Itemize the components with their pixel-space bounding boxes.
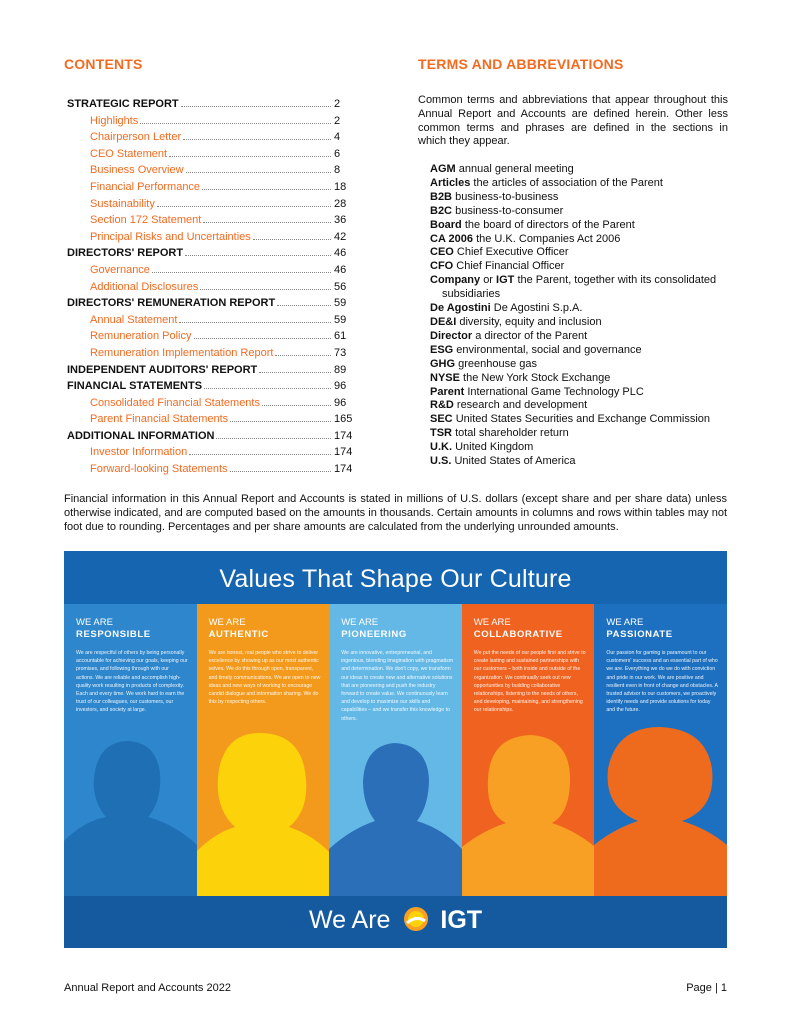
toc-item[interactable] <box>67 411 353 428</box>
toc-item[interactable] <box>67 146 350 163</box>
toc-item-page: 28 <box>334 197 347 210</box>
toc-item-page: 174 <box>334 429 353 442</box>
toc-item[interactable] <box>67 196 350 213</box>
value-we-are: WE ARE <box>473 617 511 628</box>
toc-item[interactable] <box>67 96 350 113</box>
term-item <box>430 441 730 455</box>
term-definition: the U.K. Companies Act 2006 <box>476 232 621 245</box>
toc-item-page: 18 <box>334 180 347 193</box>
term-connector: or <box>483 274 493 287</box>
term-abbreviation: AGM <box>430 163 456 175</box>
person-silhouette-icon <box>462 721 595 896</box>
term-definition: United Kingdom <box>455 441 534 454</box>
toc-leader-dots <box>253 239 331 240</box>
term-definition: United States Securities and Exchange Commission <box>455 413 711 426</box>
toc-item-page: 8 <box>334 164 341 177</box>
toc-item-page: 46 <box>334 247 347 260</box>
toc-leader-dots <box>194 338 332 339</box>
toc-item-label: Business Overview <box>90 164 184 177</box>
toc-item-label: Additional Disclosures <box>90 280 199 293</box>
term-definition: greenhouse gas <box>458 357 538 370</box>
toc-leader-dots <box>181 106 331 107</box>
value-column-pioneering <box>329 604 462 896</box>
toc-item-label: Governance <box>90 263 150 276</box>
toc-leader-dots <box>203 222 331 223</box>
term-item <box>430 330 730 344</box>
toc-item[interactable] <box>67 428 353 445</box>
values-graphic <box>64 551 727 948</box>
toc-item[interactable] <box>67 395 350 412</box>
toc-item-label: Chairperson Letter <box>90 131 182 144</box>
toc-item[interactable] <box>67 362 350 379</box>
toc-leader-dots <box>277 305 331 306</box>
contents-heading: CONTENTS <box>64 56 143 72</box>
term-item <box>430 372 730 386</box>
term-item <box>430 233 730 247</box>
toc-leader-dots <box>230 471 331 472</box>
person-silhouette-icon <box>594 721 727 896</box>
toc-item-page: 6 <box>334 147 341 160</box>
toc-item-page: 96 <box>334 380 347 393</box>
term-abbreviation: DE&I <box>430 315 457 328</box>
term-item <box>430 260 730 274</box>
term-item <box>430 316 730 330</box>
toc-item-page: 4 <box>334 131 341 144</box>
term-definition: Chief Executive Officer <box>456 246 569 259</box>
toc-leader-dots <box>204 388 331 389</box>
term-item <box>430 191 730 205</box>
toc-leader-dots <box>183 139 331 140</box>
term-definition: the Parent, together with its consolidated subsidiaries <box>442 274 717 301</box>
brand-name: IGT <box>440 906 483 934</box>
brand-bar <box>64 896 727 948</box>
toc-leader-dots <box>157 206 331 207</box>
value-name: AUTHENTIC <box>208 629 269 640</box>
term-definition: United States of America <box>454 455 576 468</box>
toc-leader-dots <box>152 272 331 273</box>
term-item <box>430 163 730 177</box>
toc-item-label: Investor Information <box>90 446 188 459</box>
toc-item-label: Remuneration Implementation Report <box>90 346 274 359</box>
term-item <box>430 205 730 219</box>
term-definition: diversity, equity and inclusion <box>459 315 602 328</box>
value-we-are: WE ARE <box>76 617 113 628</box>
toc-item[interactable] <box>67 279 350 296</box>
term-abbreviation: Articles <box>430 176 471 189</box>
value-name: PIONEERING <box>341 629 407 640</box>
toc-leader-dots <box>259 372 331 373</box>
term-abbreviation: U.S. <box>430 455 452 468</box>
value-we-are: WE ARE <box>208 617 246 628</box>
terms-list <box>430 163 730 469</box>
value-name: PASSIONATE <box>606 629 673 640</box>
toc-item-label: Annual Statement <box>90 313 178 326</box>
term-item <box>430 413 730 427</box>
term-item <box>430 219 730 233</box>
toc-leader-dots <box>179 322 331 323</box>
term-abbreviation: Director <box>430 329 473 342</box>
toc-item-label: Parent Financial Statements <box>90 413 229 426</box>
person-silhouette-icon <box>64 721 197 896</box>
term-abbreviation: R&D <box>430 399 454 412</box>
toc-leader-dots <box>200 289 331 290</box>
term-abbreviation: CFO <box>430 260 454 273</box>
toc-item-label: FINANCIAL STATEMENTS <box>67 380 203 393</box>
term-item <box>430 399 730 413</box>
toc-item-label: Forward-looking Statements <box>90 463 228 476</box>
toc-leader-dots <box>185 255 331 256</box>
value-column-responsible <box>64 604 197 896</box>
term-abbreviation: CEO <box>430 246 454 259</box>
we-are-igt-logo <box>64 906 727 935</box>
terms-heading: TERMS AND ABBREVIATIONS <box>418 56 624 72</box>
toc-item-page: 96 <box>334 396 347 409</box>
toc-leader-dots <box>169 156 331 157</box>
term-definition: annual general meeting <box>458 163 574 175</box>
value-description: We are respectful of others by being personally accountable for achieving our goals, keeping our promises, and following through with our actions. We are reliable and accomplish high-quality work resulting in products of complexity. Each and every time. We work hard to earn the trust of our colleagues, our customers, our investors, and society at large. <box>76 650 188 714</box>
toc-item[interactable] <box>67 212 350 229</box>
term-item <box>430 344 730 358</box>
toc-item[interactable] <box>67 345 350 362</box>
toc-item[interactable] <box>67 129 350 146</box>
person-silhouette-icon <box>197 721 330 896</box>
toc-item[interactable] <box>67 229 350 246</box>
toc-item-label: ADDITIONAL INFORMATION <box>67 429 215 442</box>
term-definition: a director of the Parent <box>475 329 588 342</box>
terms-intro: Common terms and abbreviations that appear throughout this Annual Report and Accounts are defined herein. Other less common terms and phrases are defined in the sections in which they appear. <box>418 94 728 148</box>
toc-item-label: Remuneration Policy <box>90 330 192 343</box>
toc-item-page: 61 <box>334 330 347 343</box>
term-definition: business-to-business <box>455 190 559 203</box>
toc-leader-dots <box>140 123 331 124</box>
term-abbreviation: De Agostini <box>430 302 491 315</box>
value-column-passionate <box>594 604 727 896</box>
footer-title: Annual Report and Accounts 2022 <box>64 982 231 994</box>
toc-item-page: 56 <box>334 280 347 293</box>
term-item <box>430 302 730 316</box>
toc-item[interactable] <box>67 444 353 461</box>
toc-item-page: 73 <box>334 346 347 359</box>
toc-item-label: INDEPENDENT AUDITORS' REPORT <box>67 363 258 376</box>
toc-item-page: 42 <box>334 230 347 243</box>
term-item <box>430 246 730 260</box>
toc-item-page: 2 <box>334 114 341 127</box>
term-abbreviation: Board <box>430 218 462 231</box>
page-number: Page | 1 <box>686 982 727 994</box>
term-abbreviation-alt: IGT <box>496 274 515 287</box>
value-name: RESPONSIBLE <box>76 629 151 640</box>
toc-item[interactable] <box>67 312 350 329</box>
toc-item-label: DIRECTORS' REMUNERATION REPORT <box>67 297 276 310</box>
values-title: Values That Shape Our Culture <box>219 565 572 593</box>
value-we-are: WE ARE <box>606 617 644 628</box>
term-definition: the New York Stock Exchange <box>463 371 611 384</box>
term-abbreviation: SEC <box>430 413 453 426</box>
toc-item-label: Highlights <box>90 114 139 127</box>
toc-leader-dots <box>216 438 331 439</box>
value-column-authentic <box>197 604 330 896</box>
term-item <box>430 274 730 302</box>
toc-item-page: 174 <box>334 463 353 476</box>
toc-item-label: Financial Performance <box>90 180 201 193</box>
toc-item-page: 2 <box>334 98 341 110</box>
toc-item[interactable] <box>67 245 350 262</box>
toc-item-page: 165 <box>334 413 353 426</box>
toc-item[interactable] <box>67 162 350 179</box>
term-definition: De Agostini S.p.A. <box>493 302 583 315</box>
toc-item-page: 36 <box>334 214 347 227</box>
toc-item[interactable] <box>67 328 350 345</box>
toc-item[interactable] <box>67 179 350 196</box>
toc-leader-dots <box>275 355 331 356</box>
term-item <box>430 177 730 191</box>
term-abbreviation: B2B <box>430 190 453 203</box>
toc-item[interactable] <box>67 461 353 478</box>
brand-prefix: We Are <box>308 906 391 934</box>
term-definition: total shareholder return <box>455 427 569 440</box>
toc-item[interactable] <box>67 378 350 395</box>
table-of-contents <box>67 96 353 478</box>
term-definition: the articles of association of the Parent <box>473 176 663 189</box>
term-definition: International Game Technology PLC <box>467 385 644 398</box>
toc-item-page: 46 <box>334 263 347 276</box>
toc-leader-dots <box>230 421 331 422</box>
toc-item-page: 59 <box>334 297 347 310</box>
toc-item-label: CEO Statement <box>90 147 168 160</box>
toc-item-page: 89 <box>334 363 347 376</box>
toc-item[interactable] <box>67 113 350 130</box>
toc-item-label: Sustainability <box>90 197 155 210</box>
toc-item-page: 59 <box>334 313 347 326</box>
term-abbreviation: ESG <box>430 343 454 356</box>
term-abbreviation: U.K. <box>430 441 452 454</box>
value-description: We put the needs of our people first and strive to create lasting and sustained partnerships with our customers – both inside and outside of the organization. We continually seek out new opportunities by building collaborative relationships, listening to the needs of others, and developing, maintaining, and strengthening our relationships. <box>473 650 586 714</box>
toc-leader-dots <box>202 189 331 190</box>
person-silhouette-icon <box>329 721 462 896</box>
term-definition: business-to-consumer <box>455 204 564 217</box>
term-definition: Chief Financial Officer <box>456 260 565 273</box>
term-item <box>430 358 730 372</box>
value-description: We are innovative, entrepreneurial, and ingenious, blending imagination with pragmatism and determination. We don't copy, we transform our ideas to create new and alternative solutions that are pioneering and push the industry forward to create value. We continuously learn and develop to maximize our skills and capabilities – and we transfer this knowledge to others. <box>341 650 454 722</box>
toc-item[interactable] <box>67 295 350 312</box>
toc-leader-dots <box>262 405 331 406</box>
term-item <box>430 427 730 441</box>
toc-item-page: 174 <box>334 446 353 459</box>
toc-item-label: Principal Risks and Uncertainties <box>90 230 251 243</box>
term-abbreviation: NYSE <box>430 371 460 384</box>
term-abbreviation: Parent <box>430 385 465 398</box>
term-abbreviation: TSR <box>430 427 452 440</box>
term-item <box>430 386 730 400</box>
term-definition: research and development <box>456 399 588 412</box>
toc-item[interactable] <box>67 262 350 279</box>
toc-item-label: DIRECTORS' REPORT <box>67 247 184 260</box>
value-column-collaborative <box>462 604 595 896</box>
term-abbreviation: Company <box>430 274 481 287</box>
igt-sun-icon <box>403 906 429 932</box>
toc-item-label: Consolidated Financial Statements <box>90 396 260 409</box>
term-definition: the board of directors of the Parent <box>464 218 635 231</box>
term-item <box>430 455 730 469</box>
term-abbreviation: B2C <box>430 204 453 217</box>
value-description: Our passion for gaming is paramount to our customers' success and an essential part of who we are. Everything we do we do with conviction and pride in our work. We are positive and resilient even in front of change and obstacles. A trusted advisor to our customers, we proactively identify needs and provide solutions for today and the future. <box>606 650 718 714</box>
value-description: We are honest, real people who strive to deliver excellence by showing up as our most authentic selves. We do this through open, transparent, and timely communications. We are open to new ideas and new ways of working to encourage candid dialogue and information sharing. We do this by respecting others. <box>208 650 321 706</box>
term-abbreviation: CA 2006 <box>430 232 474 245</box>
toc-item-label: Section 172 Statement <box>90 214 202 227</box>
financial-note: Financial information in this Annual Report and Accounts is stated in millions of U.S. dollars (except share and per share data) unless otherwise indicated, and are computed based on the amounts in thousands. Certain amounts in columns and rows within tables may not foot due to rounding. Percentages and per share amounts are calculated from the underlying unrounded amounts. <box>64 493 727 533</box>
toc-item-label: STRATEGIC REPORT <box>67 98 179 110</box>
toc-leader-dots <box>186 172 331 173</box>
term-abbreviation: GHG <box>430 357 456 370</box>
toc-leader-dots <box>189 454 331 455</box>
term-definition: environmental, social and governance <box>456 343 642 356</box>
value-name: COLLABORATIVE <box>473 629 563 640</box>
value-we-are: WE ARE <box>341 617 379 628</box>
